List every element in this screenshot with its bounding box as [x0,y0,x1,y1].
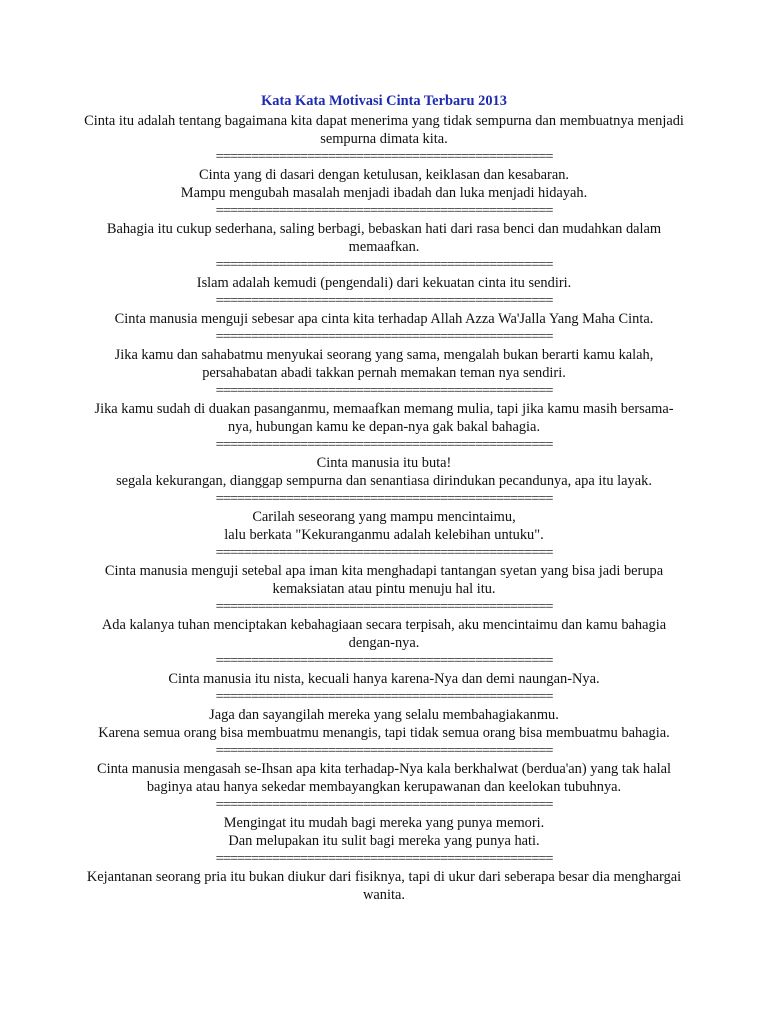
quote-line: Mampu mengubah masalah menjadi ibadah dan luka menjadi hidayah. [180,185,588,201]
separator-line: ================================================ [215,545,553,561]
separator-line: ================================================ [215,689,553,705]
document-page [0,90,768,904]
quote-block [84,814,684,850]
quote-line: Islam adalah kemudi (pengendali) dari kekuatan cinta itu sendiri. [196,275,572,291]
quote-block [84,454,684,490]
quote-line: Mengingat itu mudah bagi mereka yang punya memori. [223,815,545,831]
quote-block [84,562,684,598]
quote-line: Carilah seseorang yang mampu mencintaimu, [252,509,516,525]
separator-line: ================================================ [215,203,553,219]
quote-line: Cinta manusia menguji setebal apa iman kita menghadapi tantangan syetan yang bisa jadi berupa kemaksiatan atau pintu menuju hal itu. [104,563,664,597]
quote-line: Cinta manusia mengasah se-Ihsan apa kita terhadap-Nya kala berkhalwat (berdua'an) yang tak halal baginya atau hanya sekedar membayangkan kerupawanan dan keelokan tubuhnya. [97,761,671,795]
quote-line: Karena semua orang bisa membuatmu menangis, tapi tidak semua orang bisa membuatmu bahagia. [98,725,670,741]
quote-block [84,166,684,202]
quote-line: Cinta itu adalah tentang bagaimana kita dapat menerima yang tidak sempurna dan membuatnya menjadi sempurna dimata kita. [84,113,684,147]
quote-block [84,868,684,904]
separator-line: ================================================ [215,851,553,867]
quote-block [84,670,684,688]
quote-block [84,310,684,328]
separator-line: ================================================ [215,329,553,345]
quote-block [84,400,684,436]
separator-line: ================================================ [215,653,553,669]
separator-line: ================================================ [215,599,553,615]
quote-block [84,346,684,382]
quote-line: Cinta manusia menguji sebesar apa cinta kita terhadap Allah Azza Wa'Jalla Yang Maha Cinta. [114,311,654,327]
quote-line: Bahagia itu cukup sederhana, saling berbagi, bebaskan hati dari rasa benci dan mudahkan dalam memaafkan. [106,221,662,255]
quote-line: Dan melupakan itu sulit bagi mereka yang punya hati. [228,833,540,849]
quote-line: lalu berkata "Kekuranganmu adalah kelebihan untuku". [224,527,544,543]
quote-block [84,616,684,652]
quote-block [84,112,684,148]
quote-line: Cinta yang di dasari dengan ketulusan, keiklasan dan kesabaran. [198,167,570,183]
separator-line: ================================================ [215,293,553,309]
quote-block [84,220,684,256]
quote-block [84,274,684,292]
page-title: Kata Kata Motivasi Cinta Terbaru 2013 [261,93,507,109]
quote-line: Jika kamu sudah di duakan pasanganmu, memaafkan memang mulia, tapi jika kamu masih bersama-nya, hubungan kamu ke depan-nya gak bakal bahagia. [94,401,674,435]
separator-line: ================================================ [215,383,553,399]
separator-line: ================================================ [215,149,553,165]
separator-line: ================================================ [215,743,553,759]
quote-line: Ada kalanya tuhan menciptakan kebahagiaan secara terpisah, aku mencintaimu dan kamu bahagia dengan-nya. [101,617,667,651]
quote-line: Cinta manusia itu nista, kecuali hanya karena-Nya dan demi naungan-Nya. [168,671,600,687]
quote-line: Kejantanan seorang pria itu bukan diukur dari fisiknya, tapi di ukur dari seberapa besar dia menghargai wanita. [86,869,682,903]
quote-block [84,706,684,742]
quote-line: Jaga dan sayangilah mereka yang selalu membahagiakanmu. [209,707,559,723]
quote-block [84,508,684,544]
separator-line: ================================================ [215,491,553,507]
separator-line: ================================================ [215,437,553,453]
quote-line: Jika kamu dan sahabatmu menyukai seorang yang sama, mengalah bukan berarti kamu kalah, persahabatan abadi takkan pernah memakan teman nya sendiri. [114,347,654,381]
quote-list [0,112,768,904]
separator-line: ================================================ [215,257,553,273]
quote-line: Cinta manusia itu buta! [316,455,452,471]
quote-line: segala kekurangan, dianggap sempurna dan senantiasa dirindukan pecandunya, apa itu layak. [116,473,652,489]
separator-line: ================================================ [215,797,553,813]
quote-block [84,760,684,796]
